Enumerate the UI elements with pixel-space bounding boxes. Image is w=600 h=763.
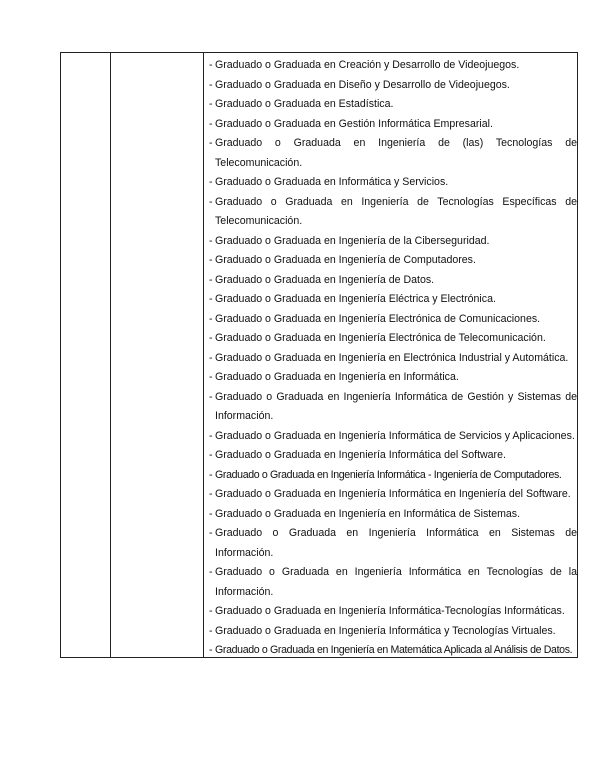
list-bullet: - [209,332,213,344]
list-bullet: - [209,624,213,637]
list-bullet: - [209,293,213,305]
degree-text: Graduado o Graduada en Ingeniería en Informática de Sistemas. [215,507,521,520]
list-bullet: - [209,371,213,383]
list-item [209,56,577,76]
list-item [209,173,577,193]
degree-text: Graduado o Graduada en Ingeniería Informática del Software. [215,449,506,461]
degree-list [209,56,577,661]
list-item [209,446,577,466]
list-bullet: - [209,195,213,208]
degree-text: Graduado o Graduada en Ingeniería Informática-Tecnologías Informáticas. [215,605,565,617]
list-item [209,329,577,349]
degree-text: Graduado o Graduada en Ingeniería Informática de Servicios y Aplicaciones. [215,429,575,442]
list-item [209,622,577,642]
list-bullet: - [209,351,213,364]
list-item [209,524,577,563]
list-item [209,115,577,135]
degree-text: Graduado o Graduada en Ingeniería Informática en Ingeniería del Software. [215,488,571,500]
degree-text: Graduado o Graduada en Gestión Informática Empresarial. [215,117,493,130]
list-item [209,232,577,252]
list-item [209,193,577,232]
degree-text: Graduado o Graduada en Ingeniería de la Ciberseguridad. [215,234,490,247]
list-item [209,134,577,173]
degree-text: Graduado o Graduada en Ingeniería de (las) Tecnologías de Telecomunicación. [215,137,577,169]
list-item [209,466,577,486]
table-column-divider-1 [110,53,111,657]
list-bullet: - [209,117,213,130]
list-item [209,641,577,661]
list-item [209,271,577,291]
list-bullet: - [209,644,213,656]
list-bullet: - [209,468,213,481]
list-bullet: - [209,527,213,539]
list-item [209,368,577,388]
degree-text: Graduado o Graduada en Ingeniería Informática - Ingeniería de Computadores. [215,468,562,481]
list-bullet: - [209,273,213,286]
list-bullet: - [209,507,213,520]
list-item [209,427,577,447]
list-bullet: - [209,605,213,617]
list-item [209,310,577,330]
list-bullet: - [209,78,213,91]
list-item [209,602,577,622]
degree-text: Graduado o Graduada en Ingeniería Electrónica de Comunicaciones. [215,312,541,325]
degree-text: Graduado o Graduada en Ingeniería Electrónica de Telecomunicación. [215,332,546,344]
degree-text: Graduado o Graduada en Creación y Desarrollo de Videojuegos. [215,59,520,71]
degree-text: Graduado o Graduada en Ingeniería de Tecnologías Específicas de Telecomunicación. [215,195,577,227]
degree-text: Graduado o Graduada en Ingeniería en Electrónica Industrial y Automática. [215,351,569,364]
list-item [209,251,577,271]
list-bullet: - [209,254,213,266]
list-item [209,76,577,96]
degrees-table [60,52,578,658]
degree-text: Graduado o Graduada en Ingeniería Informática y Tecnologías Virtuales. [215,624,556,637]
list-bullet: - [209,98,213,110]
list-bullet: - [209,390,213,403]
list-bullet: - [209,429,213,442]
degree-text: Graduado o Graduada en Ingeniería de Datos. [215,273,435,286]
degree-text: Graduado o Graduada en Ingeniería de Computadores. [215,254,476,266]
list-item [209,388,577,427]
degree-text: Graduado o Graduada en Ingeniería Informática de Gestión y Sistemas de Información. [215,390,577,422]
list-item [209,95,577,115]
list-item [209,505,577,525]
degree-text: Graduado o Graduada en Ingeniería Informática en Sistemas de Información. [215,527,577,559]
list-bullet: - [209,312,213,325]
table-column-divider-2 [203,53,204,657]
list-bullet: - [209,234,213,247]
list-bullet: - [209,137,213,149]
degree-text: Graduado o Graduada en Diseño y Desarrollo de Videojuegos. [215,78,510,91]
degree-text: Graduado o Graduada en Informática y Servicios. [215,176,449,188]
degree-text: Graduado o Graduada en Ingeniería en Informática. [215,371,459,383]
degree-text: Graduado o Graduada en Estadística. [215,98,394,110]
degree-text: Graduado o Graduada en Ingeniería Informática en Tecnologías de la Información. [215,566,577,598]
list-bullet: - [209,488,213,500]
list-bullet: - [209,176,213,188]
list-bullet: - [209,566,213,578]
list-item [209,349,577,369]
degree-text: Graduado o Graduada en Ingeniería Eléctrica y Electrónica. [215,293,496,305]
list-bullet: - [209,59,213,71]
degree-text: Graduado o Graduada en Ingeniería en Matemática Aplicada al Análisis de Datos. [215,644,573,656]
list-item [209,563,577,602]
list-item [209,290,577,310]
list-item [209,485,577,505]
list-bullet: - [209,449,213,461]
